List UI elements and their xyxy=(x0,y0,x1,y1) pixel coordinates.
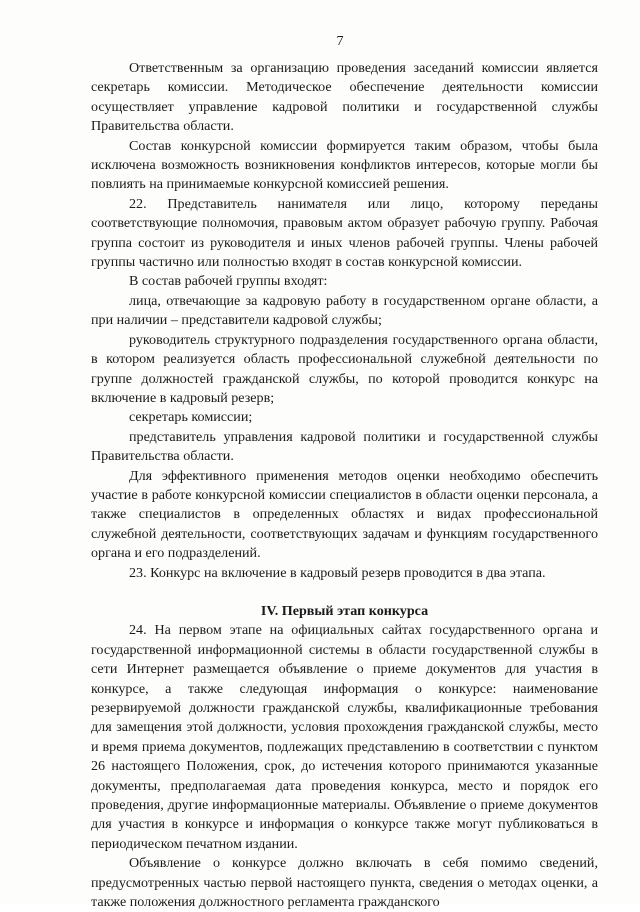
paragraph: Ответственным за организацию проведения заседаний комиссии является секретарь комиссии. Методическое обеспечение деятельности комиссии осуществляет управление кадровой политики и государственной службы Правительства области. xyxy=(91,60,598,135)
paragraph: руководитель структурного подразделения государственного органа области, в котором реализуется область профессиональной служебной деятельности по группе должностей гражданской службы, по которой проводится конкурс на включение в кадровый резерв; xyxy=(91,331,598,406)
paragraph: Состав конкурсной комиссии формируется таким образом, чтобы была исключена возможность возникновения конфликтов интересов, которые могли бы повлиять на принимаемые конкурсной комиссией решения. xyxy=(91,137,598,193)
page-number: 7 xyxy=(336,34,344,49)
paragraph: лица, отвечающие за кадровую работу в государственном органе области, а при наличии – представители кадровой службы; xyxy=(91,292,598,329)
paragraph: представитель управления кадровой политики и государственной службы Правительства области. xyxy=(91,428,598,465)
document-body xyxy=(91,59,598,912)
paragraph: Для эффективного применения методов оценки необходимо обеспечить участие в работе конкурсной комиссии специалистов в области оценки персонала, а также специалистов в определенных областях и видах профессиональной служебной деятельности, соответствующих задачам и функциям государственного органа и его подразделений. xyxy=(91,467,598,562)
paragraph: Объявление о конкурсе должно включать в себя помимо сведений, предусмотренных частью первой настоящего пункта, сведения о методах оценки, а также положения должностного регламента гражданского xyxy=(91,855,598,911)
paragraph: секретарь комиссии; xyxy=(129,409,253,426)
section-heading: IV. Первый этап конкурса xyxy=(260,602,429,619)
paragraph: В состав рабочей группы входят: xyxy=(129,273,328,290)
paragraph: 23. Конкурс на включение в кадровый резерв проводится в два этапа. xyxy=(129,564,546,581)
paragraph: 24. На первом этапе на официальных сайтах государственного органа и государственной информационной системы в области государственной службы в сети Интернет размещается объявление о приеме документов для участия в конкурсе, а также следующая информация о конкурсе: наименование резервируемой должности гражданской службы, квалификационные требования для замещения этой должности, условия прохождения гражданской службы, место и время приема документов, подлежащих представлению в соответствии с пунктом 26 настоящего Положения, срок, до истечения которого принимаются указанные документы, предполагаемая дата проведения конкурса, место и порядок его проведения, другие информационные материалы. Объявление о приеме документов для участия в конкурсе и информация о конкурсе также могут публиковаться в периодическом печатном издании. xyxy=(91,622,598,852)
paragraph: 22. Представитель нанимателя или лицо, которому переданы соответствующие полномочия, правовым актом образует рабочую группу. Рабочая группа состоит из руководителя и иных членов рабочей группы. Члены рабочей группы частично или полностью входят в состав конкурсной комиссии. xyxy=(91,195,598,271)
